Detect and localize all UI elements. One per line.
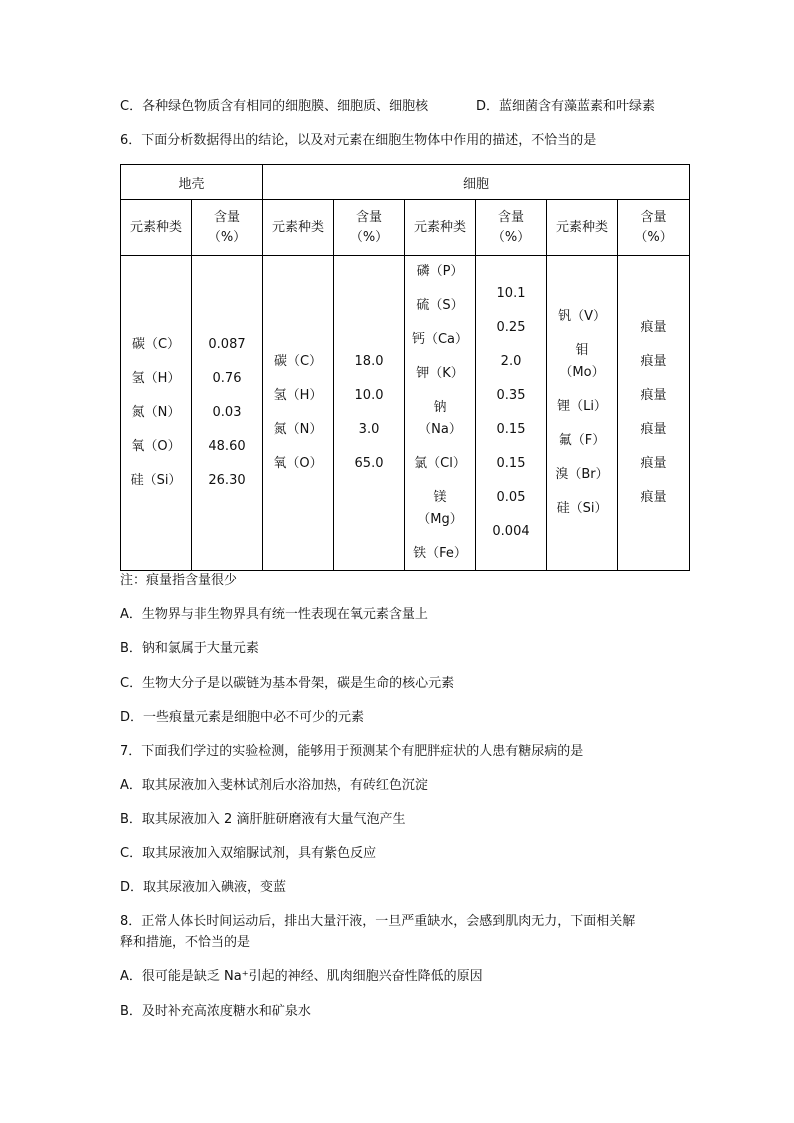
cell1-value: 65.0 — [354, 456, 384, 471]
cell2-element: 氯（Cl） — [414, 456, 466, 471]
crust-element: 氮（N） — [131, 405, 181, 420]
cell3-element: 氟（F） — [558, 433, 606, 448]
q8-option-b: B．及时补充高浓度糖水和矿泉水 — [120, 1004, 311, 1019]
q7-option-a: A．取其尿液加入斐林试剂后水浴加热，有砖红色沉淀 — [120, 778, 428, 793]
q8-stem-line1: 8．正常人体长时间运动后，排出大量汗液，一旦严重缺水，会感到肌肉无力，下面相关解 — [120, 914, 636, 929]
crust-value: 48.60 — [208, 439, 246, 454]
cell2-value: 0.05 — [496, 490, 526, 505]
cell2-value: 10.1 — [496, 286, 526, 301]
cell3-element: 钼 — [575, 343, 589, 358]
q7-stem: 7．下面我们学过的实验检测，能够用于预测某个有肥胖症状的人患有糖尿病的是 — [120, 744, 584, 759]
col-content-crust: 含量 （%） — [192, 200, 263, 256]
cell3-element: 溴（Br） — [555, 467, 609, 482]
q5-option-d: D．蓝细菌含有藻蓝素和叶绿素 — [476, 99, 656, 114]
q6-table-note: 注：痕量指含量很少 — [120, 573, 238, 588]
cell2-element: （Na） — [418, 422, 462, 437]
cell2-element: 钙（Ca） — [411, 332, 469, 347]
crust-value: 0.03 — [212, 405, 242, 420]
cell2-value: 0.15 — [496, 456, 526, 471]
crust-element: 硅（Si） — [130, 473, 182, 488]
cell3-value: 痕量 — [640, 490, 667, 505]
cell2-element: 硫（S） — [416, 298, 464, 313]
col-element-cell-3: 元素种类 — [547, 200, 618, 256]
cell3-element: 锂（Li） — [557, 399, 607, 414]
q7-option-c: C．取其尿液加入双缩脲试剂，具有紫色反应 — [120, 846, 377, 861]
cell1-value: 18.0 — [354, 354, 384, 369]
cell1-elements-cell — [263, 256, 334, 571]
cell1-element: 氧（O） — [273, 456, 323, 471]
cell3-element: 钒（V） — [558, 309, 606, 324]
col-element-cell-1: 元素种类 — [263, 200, 334, 256]
cell3-element: （Mo） — [559, 365, 605, 380]
cell2-value: 0.35 — [496, 388, 526, 403]
cell3-elements-cell — [547, 256, 618, 571]
q8-stem-line2: 释和措施，不恰当的是 — [120, 935, 251, 950]
q6-option-a: A．生物界与非生物界具有统一性表现在氧元素含量上 — [120, 607, 428, 622]
cell1-element: 氮（N） — [273, 422, 323, 437]
cell2-element: （Mg） — [417, 512, 463, 527]
cell2-element: 磷（P） — [416, 264, 464, 279]
q5-option-c: C．各种绿色物质含有相同的细胞膜、细胞质、细胞核 — [120, 99, 429, 114]
q6-option-c: C．生物大分子是以碳链为基本骨架，碳是生命的核心元素 — [120, 676, 455, 691]
q6-option-d: D．一些痕量元素是细胞中必不可少的元素 — [120, 710, 365, 725]
col-element-crust: 元素种类 — [121, 200, 192, 256]
cell3-value: 痕量 — [640, 388, 667, 403]
q7-option-d: D．取其尿液加入碘液，变蓝 — [120, 880, 287, 895]
cell1-value: 3.0 — [358, 422, 380, 437]
cell2-value: 2.0 — [500, 354, 522, 369]
q6-option-b: B．钠和氯属于大量元素 — [120, 641, 259, 656]
cell3-value: 痕量 — [640, 320, 667, 335]
crust-value: 26.30 — [208, 473, 246, 488]
crust-value: 0.76 — [212, 371, 242, 386]
element-content-table — [120, 164, 690, 571]
cell1-element: 氢（H） — [273, 388, 323, 403]
header-crust: 地壳 — [121, 165, 263, 200]
header-cell: 细胞 — [263, 165, 690, 200]
col-content-cell-3: 含量 （%） — [618, 200, 690, 256]
col-content-cell-2: 含量 （%） — [476, 200, 547, 256]
col-element-cell-2: 元素种类 — [405, 200, 476, 256]
q8-option-a: A．很可能是缺乏 Na⁺引起的神经、肌肉细胞兴奋性降低的原因 — [120, 969, 483, 984]
cell3-value: 痕量 — [640, 354, 667, 369]
cell2-element: 钠 — [433, 400, 447, 415]
cell3-value: 痕量 — [640, 456, 667, 471]
cell2-element: 铁（Fe） — [413, 546, 467, 561]
cell2-element: 钾（K） — [416, 366, 464, 381]
cell3-value: 痕量 — [640, 422, 667, 437]
cell3-element: 硅（Si） — [556, 501, 608, 516]
crust-elements-cell — [121, 256, 192, 571]
col-content-cell-1: 含量 （%） — [334, 200, 405, 256]
cell1-value: 10.0 — [354, 388, 384, 403]
crust-element: 氧（O） — [131, 439, 181, 454]
cell2-values-cell — [476, 256, 547, 571]
cell2-value: 0.25 — [496, 320, 526, 335]
cell2-element: 镁 — [433, 490, 447, 505]
crust-value: 0.087 — [208, 337, 246, 352]
crust-element: 碳（C） — [131, 337, 181, 352]
cell2-value: 0.15 — [496, 422, 526, 437]
crust-values-cell — [192, 256, 263, 571]
q6-stem: 6．下面分析数据得出的结论，以及对元素在细胞生物体中作用的描述，不恰当的是 — [120, 133, 597, 148]
cell2-elements-cell — [405, 256, 476, 571]
q7-option-b: B．取其尿液加入 2 滴肝脏研磨液有大量气泡产生 — [120, 812, 406, 827]
q5-options-row — [120, 98, 680, 116]
crust-element: 氢（H） — [131, 371, 181, 386]
cell2-value: 0.004 — [492, 524, 530, 539]
cell1-values-cell — [334, 256, 405, 571]
cell1-element: 碳（C） — [273, 354, 323, 369]
cell3-values-cell — [618, 256, 690, 571]
